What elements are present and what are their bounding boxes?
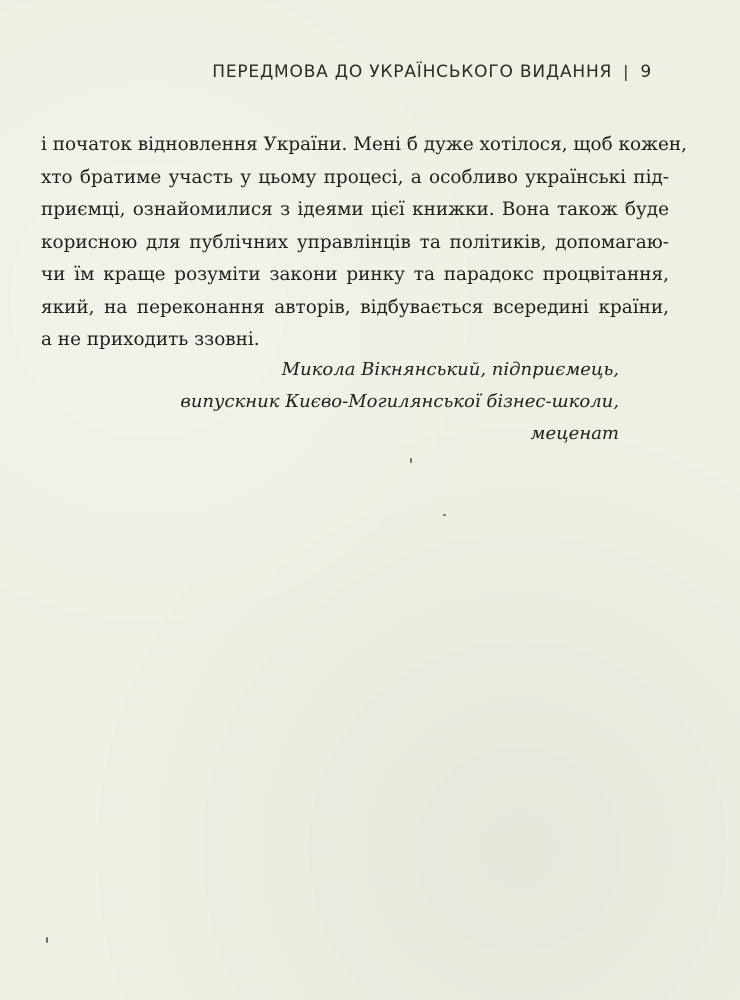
signature-line-3: меценат <box>530 423 619 444</box>
page-number: 9 <box>640 62 652 82</box>
signature-block <box>180 354 619 450</box>
running-head <box>212 62 652 82</box>
running-head-title: ПЕРЕДМОВА ДО УКРАЇНСЬКОГО ВИДАННЯ <box>212 62 613 82</box>
paper-speck <box>443 514 446 516</box>
signature-line-2: випускник Києво-Могилянської бізнес-школи, <box>180 391 619 412</box>
running-head-separator: | <box>623 61 630 81</box>
body-line-7: а не приходить ззовні. <box>41 329 260 350</box>
body-line-5: чи їм краще розуміти закони ринку та парадокс процвітання, <box>41 264 669 285</box>
paper-speck <box>410 458 412 463</box>
body-line-1: і початок відновлення України. Мені б дуже хотілося, щоб кожен, <box>41 134 687 155</box>
body-line-2: хто братиме участь у цьому процесі, а особливо українські під- <box>41 166 669 188</box>
body-line-3: приємці, ознайомилися з ідеями цієї книжки. Вона також буде <box>41 199 669 220</box>
body-line-6: який, на переконання авторів, відбувається всередині країни, <box>41 296 669 318</box>
signature-line-1: Микола Вікнянський, підприємець, <box>281 359 619 380</box>
body-paragraph <box>41 129 687 357</box>
body-line-4: корисною для публічних управлінців та політиків, допомагаю- <box>41 231 669 253</box>
paper-speck <box>46 937 48 943</box>
